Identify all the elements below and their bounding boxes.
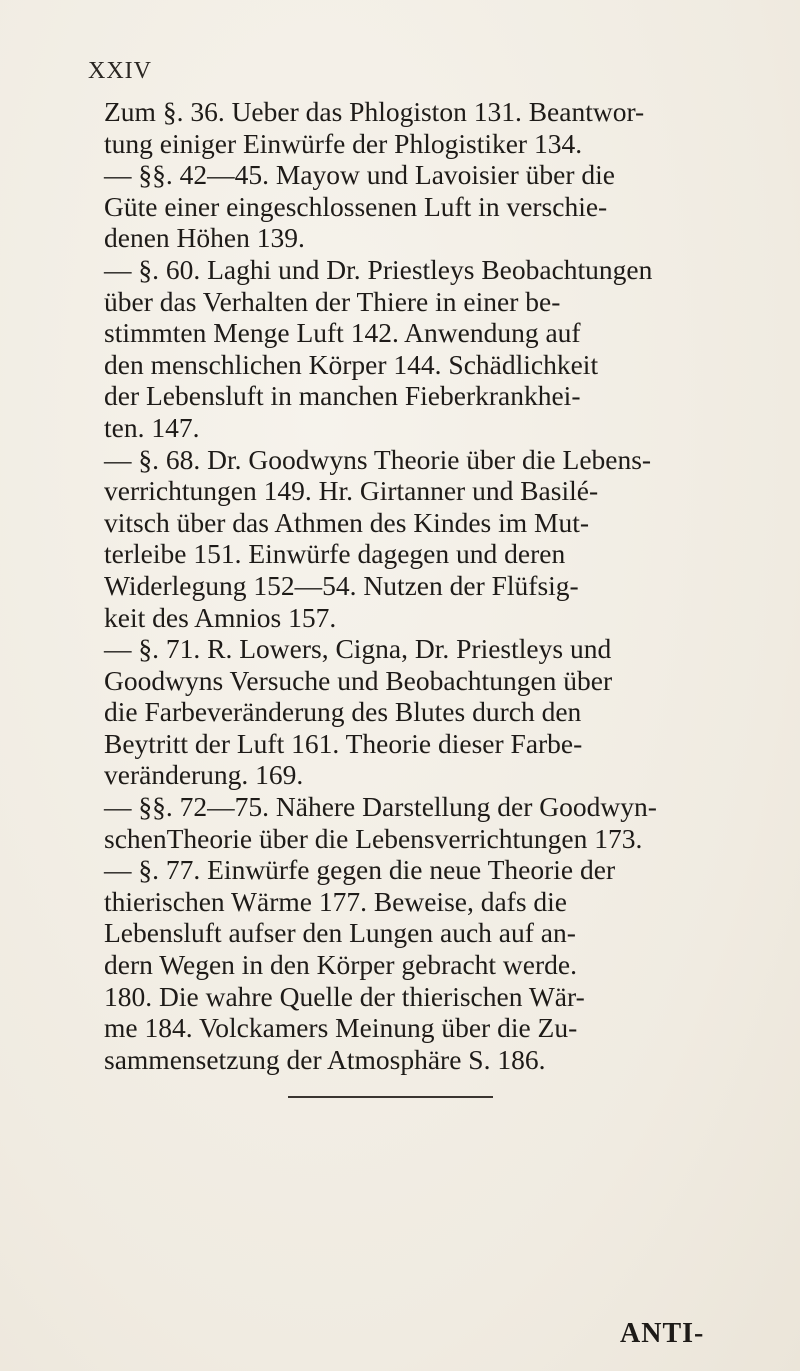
entry-line: — §§. 42—45. Mayow und Lavoisier über die [104, 159, 615, 191]
entry-line: veränderung. 169. [104, 759, 304, 791]
toc-entry [104, 254, 724, 444]
entry-line: die Farbeveränderung des Blutes durch den [104, 696, 582, 728]
table-of-contents [104, 96, 724, 1075]
entry-line: tung einiger Einwürfe der Phlogistiker 134. [104, 127, 583, 159]
entry-line: Beytritt der Luft 161. Theorie dieser Farbe- [104, 727, 583, 759]
catchword: ANTI- [620, 1318, 705, 1349]
page-number: XXIV [88, 58, 152, 84]
entry-line: Güte einer eingeschlossenen Luft in verschie- [104, 190, 608, 222]
entry-line: me 184. Volckamers Meinung über die Zu- [104, 1012, 578, 1044]
entry-line: der Lebensluft in manchen Fieberkrankhei- [104, 380, 581, 412]
entry-line: verrichtungen 149. Hr. Girtanner und Basilé- [104, 475, 599, 507]
toc-entry [104, 96, 724, 159]
entry-line: keit des Amnios 157. [104, 601, 337, 633]
entry-line: — §. 60. Laghi und Dr. Priestleys Beobachtungen [104, 253, 653, 285]
entry-line: — §§. 72—75. Nähere Darstellung der Goodwyn- [104, 791, 657, 823]
section-divider [288, 1096, 493, 1098]
entry-line: vitsch über das Athmen des Kindes im Mut- [104, 506, 590, 538]
entry-line: stimmten Menge Luft 142. Anwendung auf [104, 317, 581, 349]
toc-entry [104, 854, 724, 1075]
entry-line: den menschlichen Körper 144. Schädlichkeit [104, 348, 599, 380]
entry-line: thierischen Wärme 177. Beweise, dafs die [104, 885, 568, 917]
entry-line: über das Verhalten der Thiere in einer be- [104, 285, 561, 317]
toc-entry [104, 633, 724, 791]
entry-line: terleibe 151. Einwürfe dagegen und deren [104, 538, 566, 570]
entry-line: Widerlegung 152—54. Nutzen der Flüfsig- [104, 569, 579, 601]
toc-entry [104, 791, 724, 854]
entry-line: Lebensluft aufser den Lungen auch auf an- [104, 917, 576, 949]
entry-line: 180. Die wahre Quelle der thierischen Wär- [104, 980, 585, 1012]
entry-line: — §. 71. R. Lowers, Cigna, Dr. Priestleys und [104, 633, 612, 665]
entry-line: ten. 147. [104, 411, 200, 443]
entry-line: sammensetzung der Atmosphäre S. 186. [104, 1043, 546, 1075]
entry-line: Goodwyns Versuche und Beobachtungen über [104, 664, 613, 696]
entry-line: schenTheorie über die Lebensverrichtungen 173. [104, 822, 643, 854]
entry-line: Zum §. 36. Ueber das Phlogiston 131. Beantwor- [104, 96, 645, 127]
entry-line: — §. 77. Einwürfe gegen die neue Theorie der [104, 854, 616, 886]
toc-entry [104, 159, 724, 254]
entry-line: denen Höhen 139. [104, 222, 305, 254]
entry-line: dern Wegen in den Körper gebracht werde. [104, 949, 577, 981]
toc-entry [104, 444, 724, 634]
entry-line: — §. 68. Dr. Goodwyns Theorie über die Lebens- [104, 443, 652, 475]
